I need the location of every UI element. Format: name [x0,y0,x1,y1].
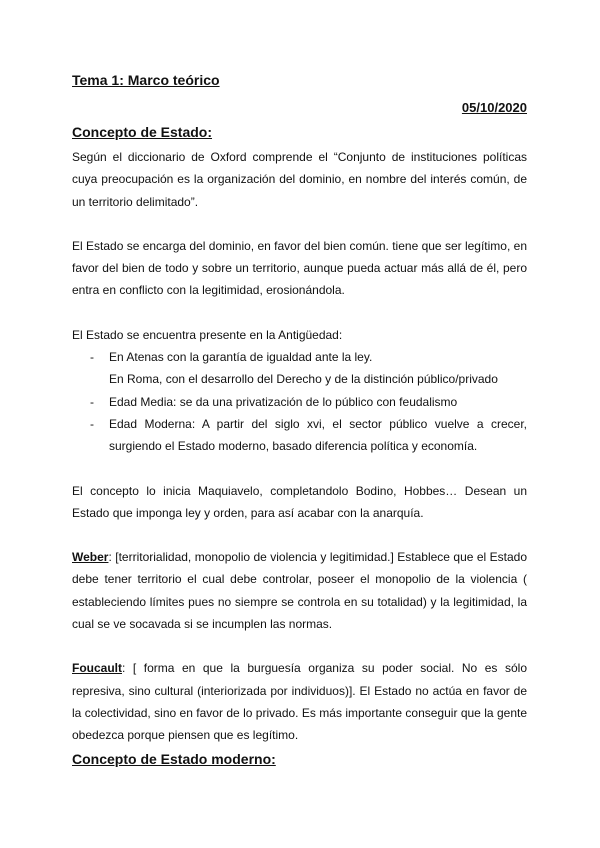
section-heading-estado-moderno: Concepto de Estado moderno: [72,750,276,767]
author-name-foucault: Foucault [72,661,122,676]
document-date: 05/10/2020 [461,100,527,115]
paragraph-weber [72,546,527,635]
section-heading-concepto-estado: Concepto de Estado: [72,124,213,140]
list-item [72,391,527,413]
list-item [72,346,527,368]
paragraph-definition: Según el diccionario de Oxford comprende el “Conjunto de instituciones políticas cuya preocupación es la organización del dominio, en nombre del interés común, de un territorio delimitado”. [72,150,527,209]
document-title: Tema 1: Marco teórico [72,72,220,88]
paragraph-antiquity: El Estado se encuentra presente en la Antigüedad: [72,327,343,342]
list-item [72,413,527,458]
spacer [72,458,527,480]
list-item-text: Edad Media: se da una privatización de lo público con feudalismo [109,394,458,409]
spacer [72,302,527,324]
history-list [72,346,527,457]
weber-text: : [territorialidad, monopolio de violencia y legitimidad.] Establece que el Estado debe tener territorio el cual debe controlar, poseer el monopolio de la violencia ( estableciendo límites pues no siempre se controla en su totalidad) y la legitimidad, la cual se ve socavada si se incumplen las normas. [72,550,527,632]
paragraph-foucault [72,657,527,746]
spacer [72,524,527,546]
spacer [72,635,527,657]
spacer [72,213,527,235]
dash-bullet: - [90,416,94,431]
paragraph-machiavelli: El concepto lo inicia Maquiavelo, completandolo Bodino, Hobbes… Desean un Estado que imponga ley y orden, para así acabar con la anarquía. [72,483,527,520]
list-item-continuation: En Roma, con el desarrollo del Derecho y de la distinción público/privado [109,372,498,387]
dash-bullet: - [90,394,94,409]
list-item-text: En Atenas con la garantía de igualdad ante la ley. [109,350,373,365]
list-item-text: Edad Moderna: A partir del siglo xvi, el sector público vuelve a crecer, surgiendo el Estado moderno, basado diferencia política y economía. [109,416,527,454]
paragraph-domain: El Estado se encarga del dominio, en favor del bien común. tiene que ser legítimo, en favor del bien de todo y sobre un territorio, aunque pueda actuar más allá de él, pero entra en conflicto con la legitimidad, erosionándola. [72,238,527,298]
document-page [72,70,527,773]
foucault-text: : [ forma en que la burguesía organiza su poder social. No es sólo represiva, sino cultural (interiorizada por individuos)]. El Estado no actúa en favor de la colectividad, sino en favor de lo privado. Es más importante conseguir que la gente obedezca porque piensen que es legítimo. [72,661,527,743]
dash-bullet: - [90,350,94,365]
author-name-weber: Weber [72,550,109,565]
